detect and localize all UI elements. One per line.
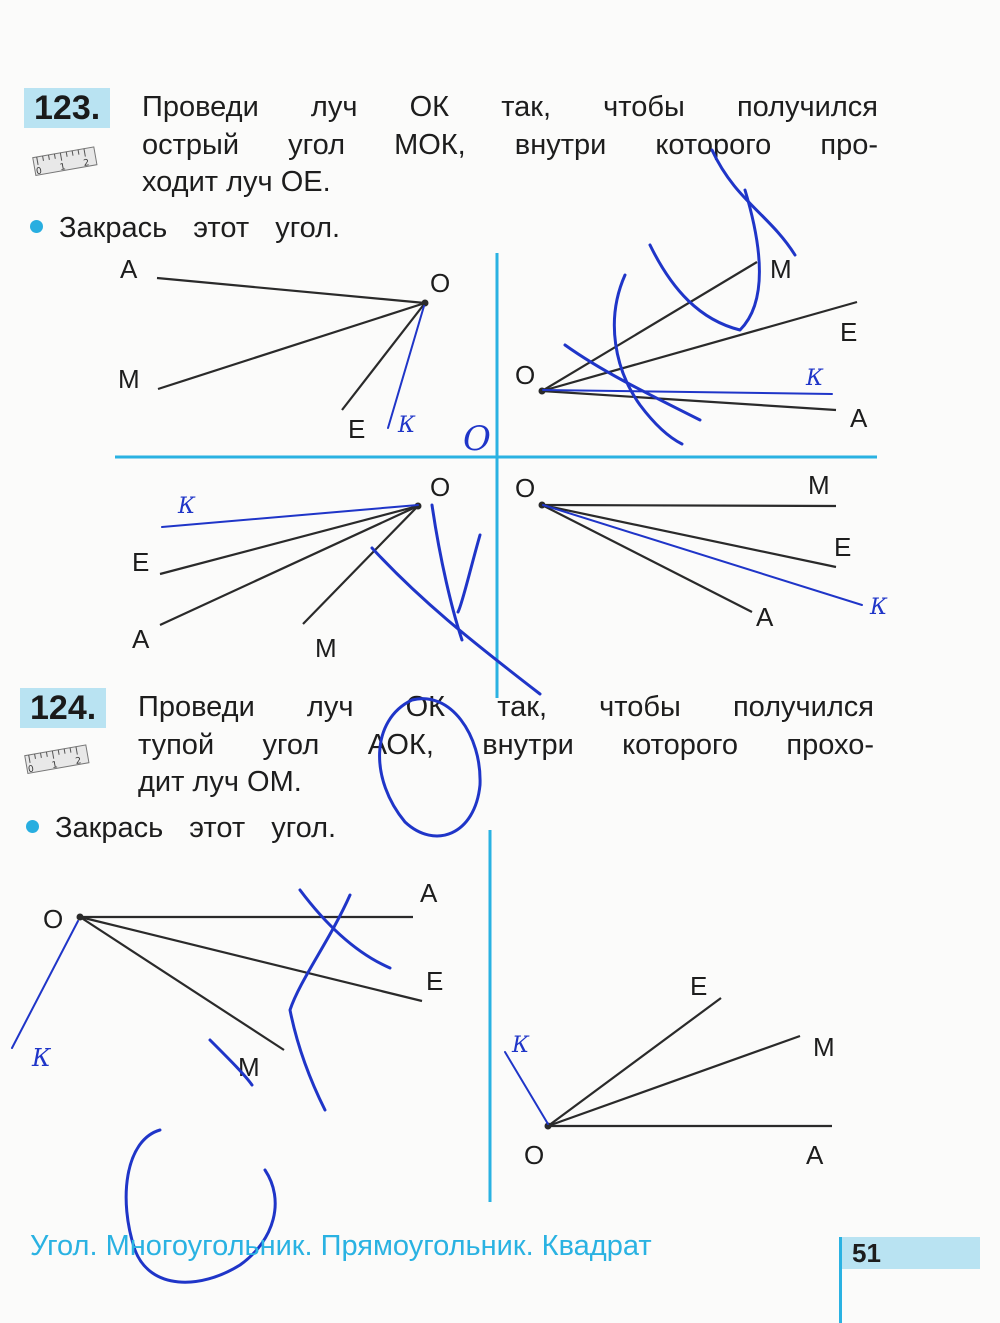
task-123-line-1: Проведи луч ОК так, чтобы получился (142, 91, 878, 123)
svg-text:0: 0 (35, 166, 43, 178)
task-124-bullet-text: Закрась этот угол. (55, 812, 337, 844)
point-label: А (120, 254, 138, 284)
point-label: О (430, 472, 451, 502)
svg-text:1: 1 (59, 162, 67, 174)
point-label: А (850, 403, 868, 433)
svg-text:2: 2 (82, 158, 91, 169)
page-margin-rule (839, 1237, 842, 1323)
point-label: О (515, 360, 536, 390)
task-124-number: 124. (20, 688, 106, 728)
point-label: Е (690, 971, 708, 1001)
point-label: Е (834, 532, 852, 562)
point-label: О (524, 1140, 545, 1170)
point-label: О (515, 473, 536, 503)
point-label: М (808, 470, 830, 500)
task-124-line-2: тупой угол АОК, внутри которого прохо- (138, 728, 874, 761)
point-label: О (430, 268, 451, 298)
handwritten-letter: О (463, 419, 491, 459)
point-label: А (420, 878, 438, 908)
task-124-line-3: дит луч ОМ. (138, 766, 302, 798)
task-123-line-3: ходит луч ОЕ. (142, 166, 331, 198)
figure-123-top-left (157, 278, 425, 410)
point-label: Е (426, 966, 444, 996)
task-123-bullet-text: Закрась этот угол. (59, 212, 341, 244)
handwritten-k: К (806, 366, 824, 391)
point-label: Е (132, 547, 150, 577)
point-label: Е (840, 317, 858, 347)
page-number: 51 (852, 1238, 881, 1268)
point-label: А (756, 602, 774, 632)
point-label: О (43, 904, 64, 934)
handwritten-k: К (512, 1033, 530, 1058)
footer-section-title: Угол. Многоугольник. Прямоугольник. Квадрат (30, 1230, 652, 1262)
task-124-line-1: Проведи луч ОК так, чтобы получился (138, 691, 874, 723)
task-123-line-2: острый угол МОК, внутри которого про- (142, 128, 878, 161)
task-123-number: 123. (24, 88, 110, 128)
handwritten-k: К (398, 413, 416, 438)
figure-124-right (548, 998, 832, 1126)
point-label: Е (348, 414, 366, 444)
svg-text:0: 0 (27, 764, 35, 776)
handwritten-answers (12, 150, 888, 1282)
svg-text:2: 2 (74, 756, 83, 767)
point-label: М (238, 1052, 260, 1082)
point-label: А (132, 624, 150, 654)
point-label: М (813, 1032, 835, 1062)
handwritten-k: К (178, 494, 196, 519)
figure-123-bottom-right (542, 505, 836, 612)
svg-text:1: 1 (51, 760, 59, 772)
figure-124-left (80, 917, 422, 1050)
point-label: М (770, 254, 792, 284)
point-label: М (118, 364, 140, 394)
point-label: А (806, 1140, 824, 1170)
handwritten-k: К (32, 1044, 51, 1072)
handwritten-k: К (870, 595, 888, 620)
point-label: М (315, 633, 337, 663)
